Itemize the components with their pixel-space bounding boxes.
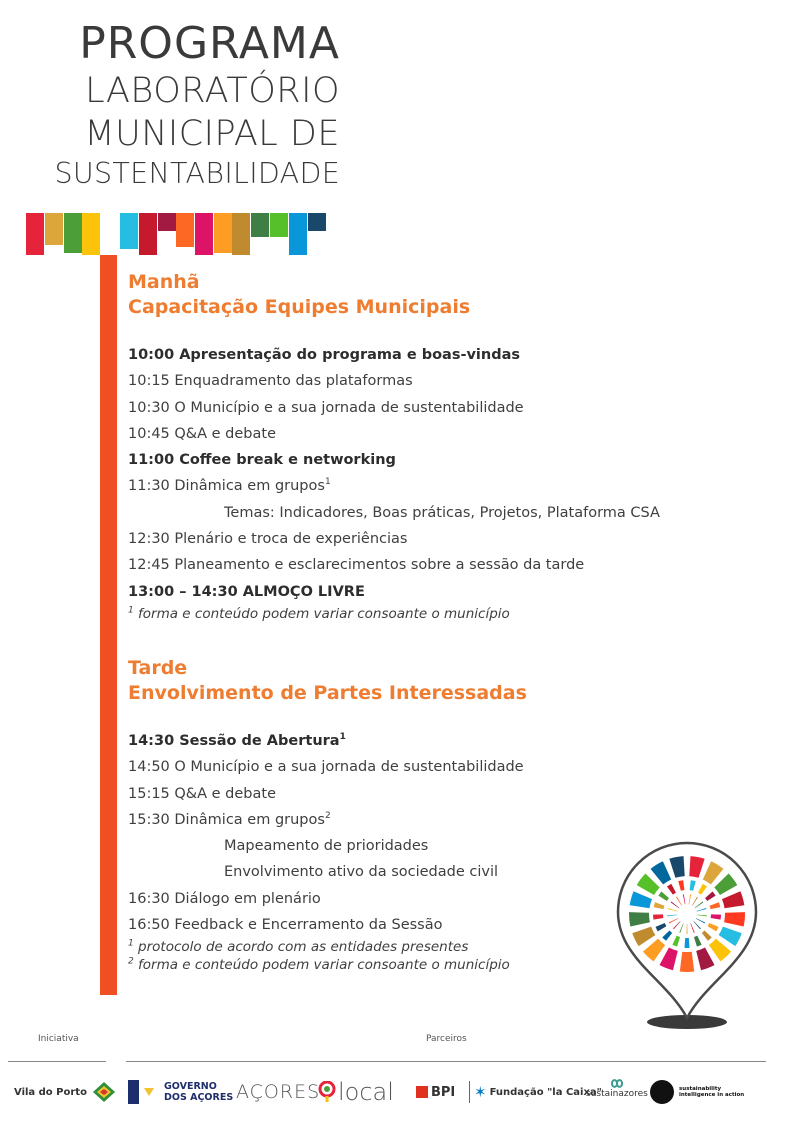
title-line-4: SUSTENTABILIDADE — [54, 157, 340, 190]
morning-schedule-item: 10:45 Q&A e debate — [128, 425, 276, 442]
acores-flag-icon — [128, 1080, 160, 1104]
morning-subtitle: Capacitação Equipes Municipais — [128, 296, 471, 318]
governo-dos-acores-logo: GOVERNO DOS AÇORES — [128, 1078, 233, 1106]
sdg-stripe — [308, 213, 326, 231]
acores-sustainability-logo: AÇORES — [236, 1081, 321, 1103]
infinity-icon — [607, 1078, 627, 1089]
morning-footnote: $^1$ forma e conteúdo podem variar consoante o município — [128, 605, 510, 622]
sdg-wheel-segment — [680, 952, 694, 972]
sdg-wheel-segment — [684, 938, 689, 948]
program-title — [54, 18, 340, 192]
afternoon-schedule-item: Mapeamento de prioridades — [224, 838, 429, 855]
afternoon-schedule-item: 15:30 Dinâmica em grupos$^2$ — [128, 811, 331, 828]
fundacao-la-caixa-logo: ✶ Fundação "la Caixa" — [474, 1083, 602, 1101]
morning-schedule-item: 12:45 Planeamento e esclarecimentos sobre a sessão da tarde — [128, 557, 585, 574]
afternoon-schedule-item: 14:30 Sessão de Abertura$^1$ — [128, 732, 346, 749]
sdg-stripe — [82, 213, 100, 255]
sdg-stripe — [139, 213, 157, 255]
initiative-label: Iniciativa — [38, 1034, 79, 1044]
afternoon-title: Tarde — [128, 657, 188, 679]
morning-schedule-item: 13:00 – 14:30 ALMOÇO LIVRE — [128, 583, 365, 600]
bpi-logo: BPI — [416, 1078, 470, 1106]
initiative-divider — [8, 1061, 106, 1062]
title-line-3: MUNICIPAL DE — [84, 114, 340, 154]
sia-circle-icon — [650, 1080, 674, 1104]
afternoon-footnote-2: $^2$ forma e conteúdo podem variar consoante o município — [128, 956, 510, 974]
afternoon-subtitle: Envolvimento de Partes Interessadas — [128, 682, 527, 704]
morning-schedule-item: 12:30 Plenário e troca de experiências — [128, 531, 408, 548]
afternoon-schedule-item: Envolvimento ativo da sociedade civil — [224, 864, 499, 881]
timeline-bar — [100, 255, 117, 995]
afternoon-footnote-1: $^1$ protocolo de acordo com as entidades presentes — [128, 938, 469, 956]
afternoon-schedule-item: 16:30 Diálogo em plenário — [128, 890, 321, 907]
sdg-stripe — [158, 213, 176, 231]
morning-schedule-item: 11:30 Dinâmica em grupos$^1$ — [128, 477, 331, 495]
afternoon-schedule-item: 16:50 Feedback e Encerramento da Sessão — [128, 917, 443, 934]
vila-do-porto-logo: Vila do Porto — [14, 1078, 116, 1106]
partners-divider — [126, 1061, 766, 1062]
morning-title: Manhã — [128, 271, 200, 293]
morning-schedule-item: Temas: Indicadores, Boas práticas, Projetos, Plataforma CSA — [224, 504, 660, 521]
title-line-2: LABORATÓRIO — [85, 71, 340, 111]
la-caixa-star-icon: ✶ — [474, 1083, 487, 1101]
local-logo: local — [318, 1078, 394, 1106]
title-line-1: PROGRAMA — [79, 18, 340, 69]
sustainazores-logo: sustainazores — [586, 1078, 648, 1106]
morning-schedule-item: 10:30 O Município e a sua jornada de sustentabilidade — [128, 399, 524, 416]
sdg-stripe — [120, 213, 138, 249]
sdg-stripe — [64, 213, 82, 253]
morning-schedule-item: 10:15 Enquadramento das plataformas — [128, 373, 413, 390]
morning-schedule-item: 11:00 Coffee break e networking — [128, 452, 396, 469]
morning-schedule-item: 10:00 Apresentação do programa e boas-vindas — [128, 347, 521, 363]
sdg-wheel-pin-icon — [612, 840, 762, 1032]
sdg-stripe — [251, 213, 269, 237]
afternoon-section — [128, 656, 527, 974]
sdg-stripe — [101, 213, 119, 247]
sdg-stripe — [195, 213, 213, 255]
sdg-stripe — [289, 213, 307, 255]
sdg-color-stripes — [26, 213, 344, 257]
sdg-stripe — [270, 213, 288, 237]
afternoon-schedule-item: 14:50 O Município e a sua jornada de sustentabilidade — [128, 759, 524, 776]
afternoon-schedule-item: 15:15 Q&A e debate — [128, 785, 276, 802]
sdg-stripe — [176, 213, 194, 247]
partners-label: Parceiros — [426, 1034, 467, 1044]
sdg-stripe — [214, 213, 232, 253]
morning-schedule — [128, 342, 660, 605]
sustainability-intelligence-logo: sustainability intelligence in action — [650, 1078, 744, 1106]
local-pin-icon — [318, 1081, 336, 1103]
sdg-stripe — [26, 213, 44, 255]
sdg-stripe — [45, 213, 63, 245]
afternoon-schedule — [128, 728, 527, 938]
sdg-stripe — [232, 213, 250, 255]
vila-do-porto-emblem-icon — [92, 1081, 116, 1103]
bpi-square-icon — [416, 1086, 428, 1098]
morning-section — [128, 270, 660, 623]
